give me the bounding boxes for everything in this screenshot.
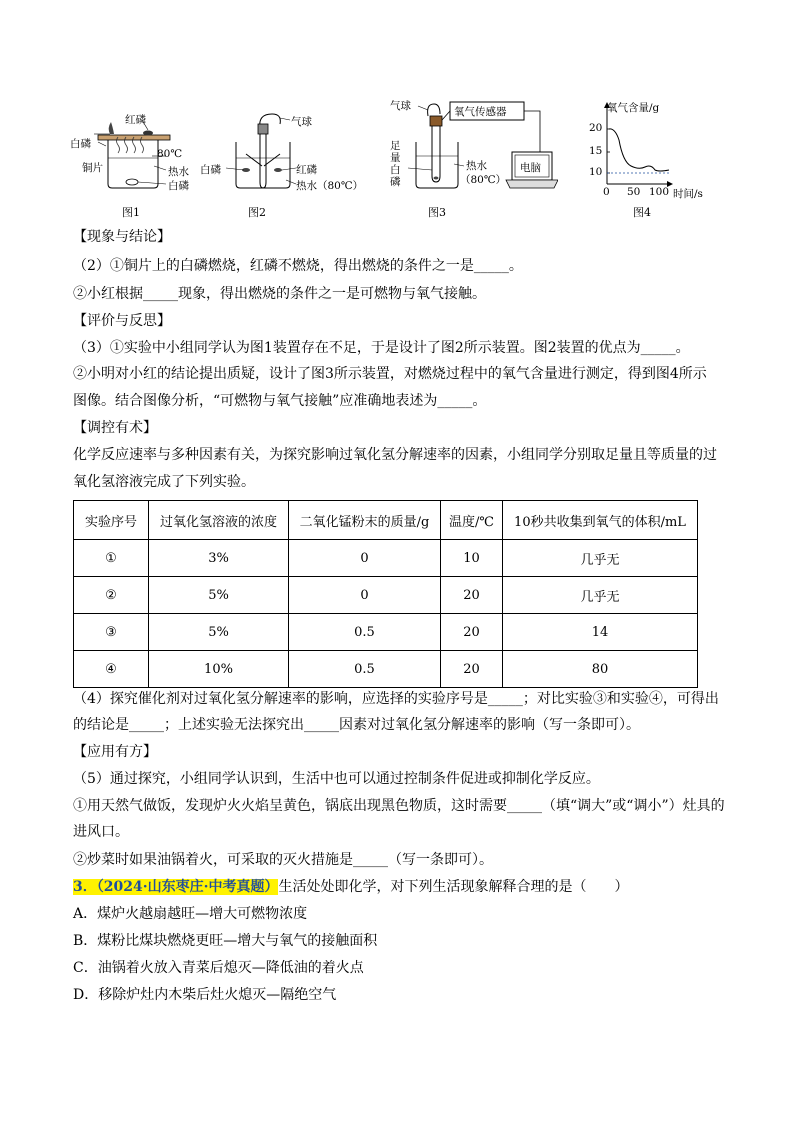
fig3-balloon-label: 气球 bbox=[390, 100, 411, 112]
table-cell: 10% bbox=[149, 651, 289, 688]
fig2-hot-label: 热水（80℃） bbox=[296, 180, 364, 192]
table-row bbox=[74, 651, 698, 688]
table-header: 实验序号 bbox=[74, 501, 149, 540]
paragraph-line-2: 氧化氢溶液完成了下列实验。 bbox=[73, 474, 255, 490]
question-4-part-2: 的结论是_____；上述实验无法探究出_____因素对过氧化氢分解速率的影响（写一条即可）。 bbox=[73, 717, 640, 733]
figure-1-caption: 图1 bbox=[122, 206, 140, 219]
table-header: 过氧化氢溶液的浓度 bbox=[149, 501, 289, 540]
heading-evaluation: 【评价与反思】 bbox=[73, 313, 171, 329]
source-tag: （2024·山东枣庄·中考真题） bbox=[96, 879, 279, 895]
table-cell: 几乎无 bbox=[503, 577, 698, 614]
heading-observation: 【现象与结论】 bbox=[73, 229, 171, 245]
table-header-row bbox=[74, 501, 698, 540]
fig4-ytick-20: 20 bbox=[589, 122, 603, 134]
fig3-label-amount: 量 bbox=[390, 152, 401, 164]
fig1-hot-label: 热水 bbox=[168, 166, 189, 178]
question-2-part-2: ②小红根据_____现象，得出燃烧的条件之一是可燃物与氧气接触。 bbox=[73, 286, 486, 302]
table-cell: 20 bbox=[441, 651, 503, 688]
fig4-ylabel: 氧气含量/g bbox=[607, 102, 660, 114]
question-3-stem bbox=[73, 877, 628, 897]
table-cell: ① bbox=[74, 540, 149, 577]
question-stem: 生活处处即化学，对下列生活现象解释合理的是（ ） bbox=[278, 879, 629, 895]
table-header: 温度/℃ bbox=[441, 501, 503, 540]
heading-application: 【应用有方】 bbox=[73, 744, 157, 760]
fig2-balloon-label: 气球 bbox=[291, 116, 312, 128]
fig1-white2-label: 白磷 bbox=[168, 180, 189, 192]
question-number: 3． bbox=[73, 879, 97, 895]
heading-control: 【调控有术】 bbox=[73, 420, 157, 436]
table-cell: 10 bbox=[441, 540, 503, 577]
table-cell: 5% bbox=[149, 577, 289, 614]
figure-3-caption: 图3 bbox=[428, 206, 446, 219]
figure-2-caption: 图2 bbox=[248, 206, 266, 219]
fig4-xtick-50: 50 bbox=[627, 186, 641, 198]
option-a: A．煤炉火越扇越旺—增大可燃物浓度 bbox=[73, 906, 308, 922]
fig3-temp-label: （80℃） bbox=[460, 174, 507, 186]
fig2-white-label: 白磷 bbox=[200, 164, 221, 176]
figure-3 bbox=[388, 94, 558, 218]
paragraph-line-1: 化学反应速率与多种因素有关，为探究影响过氧化氢分解速率的因素，小组同学分别取足量且等质量的过 bbox=[73, 447, 717, 463]
table-cell: 20 bbox=[441, 577, 503, 614]
fig3-label-enough: 足 bbox=[390, 140, 401, 152]
table-cell: ③ bbox=[74, 614, 149, 651]
fig3-label-white: 白 bbox=[390, 164, 401, 176]
option-d: D．移除炉灶内木柴后灶火熄灭—隔绝空气 bbox=[73, 987, 337, 1003]
fig3-hot-label: 热水 bbox=[466, 160, 487, 172]
table-cell: 0 bbox=[289, 577, 441, 614]
question-4-part-1: （4）探究催化剂对过氧化氢分解速率的影响，应选择的实验序号是_____；对比实验③和实验④，可得出 bbox=[73, 691, 719, 707]
fig4-xtick-0: 0 bbox=[603, 186, 610, 198]
figure-4-caption: 图4 bbox=[633, 206, 651, 219]
figure-4-drawing bbox=[585, 100, 725, 200]
fig4-ytick-10: 10 bbox=[589, 166, 603, 178]
table-header: 二氧化锰粉末的质量/g bbox=[289, 501, 441, 540]
table-cell: 0.5 bbox=[289, 651, 441, 688]
question-2-part-1: （2）①铜片上的白磷燃烧，红磷不燃烧，得出燃烧的条件之一是_____。 bbox=[73, 258, 523, 274]
table-cell: ② bbox=[74, 577, 149, 614]
figure-2 bbox=[196, 108, 364, 219]
option-b: B．煤粉比煤块燃烧更旺—增大与氧气的接触面积 bbox=[73, 933, 378, 949]
question-5-part-1: ①用天然气做饭，发现炉火火焰呈黄色，锅底出现黑色物质，这时需要_____（填“调大”或“调小”）灶具的 bbox=[73, 798, 725, 814]
fig2-red-label: 红磷 bbox=[296, 164, 317, 176]
fig1-copper-label: 铜片 bbox=[82, 162, 103, 174]
table-cell: ④ bbox=[74, 651, 149, 688]
table-cell: 3% bbox=[149, 540, 289, 577]
table-row bbox=[74, 540, 698, 577]
fig4-ytick-15: 15 bbox=[589, 145, 603, 157]
question-5-intro: （5）通过探究，小组同学认识到，生活中也可以通过控制条件促进或抑制化学反应。 bbox=[73, 771, 600, 787]
figure-4 bbox=[585, 100, 725, 218]
fig4-xlabel: 时间/s bbox=[673, 188, 703, 200]
table-row bbox=[74, 577, 698, 614]
table-cell: 14 bbox=[503, 614, 698, 651]
question-5-part-1-cont: 进风口。 bbox=[73, 824, 129, 840]
fig1-temp-label: 80℃ bbox=[157, 148, 183, 160]
question-3-part-3: 图像。结合图像分析，“可燃物与氧气接触”应准确地表述为_____。 bbox=[73, 393, 487, 409]
table-cell: 0 bbox=[289, 540, 441, 577]
table-row bbox=[74, 614, 698, 651]
fig3-label-phos: 磷 bbox=[390, 176, 401, 188]
fig1-white-label: 白磷 bbox=[70, 138, 91, 150]
fig4-xtick-100: 100 bbox=[649, 186, 670, 198]
fig1-red-label: 红磷 bbox=[125, 114, 146, 126]
figure-1 bbox=[70, 108, 190, 218]
question-3-part-2: ②小明对小红的结论提出质疑，设计了图3所示装置，对燃烧过程中的氧气含量进行测定，得到图4所示 bbox=[73, 366, 707, 382]
experiment-table bbox=[73, 500, 698, 688]
table-cell: 20 bbox=[441, 614, 503, 651]
table-cell: 5% bbox=[149, 614, 289, 651]
question-5-part-2: ②炒菜时如果油锅着火，可采取的灭火措施是_____（写一条即可）。 bbox=[73, 852, 493, 868]
option-c: C．油锅着火放入青菜后熄灭—降低油的着火点 bbox=[73, 960, 364, 976]
fig3-computer-label: 电脑 bbox=[520, 162, 541, 174]
question-3-part-1: （3）①实验中小组同学认为图1装置存在不足，于是设计了图2所示装置。图2装置的优点为_____。 bbox=[73, 340, 690, 356]
table-cell: 80 bbox=[503, 651, 698, 688]
table-cell: 0.5 bbox=[289, 614, 441, 651]
table-header: 10秒共收集到氧气的体积/mL bbox=[503, 501, 698, 540]
table-cell: 几乎无 bbox=[503, 540, 698, 577]
fig3-sensor-label: 氧气传感器 bbox=[454, 106, 507, 118]
